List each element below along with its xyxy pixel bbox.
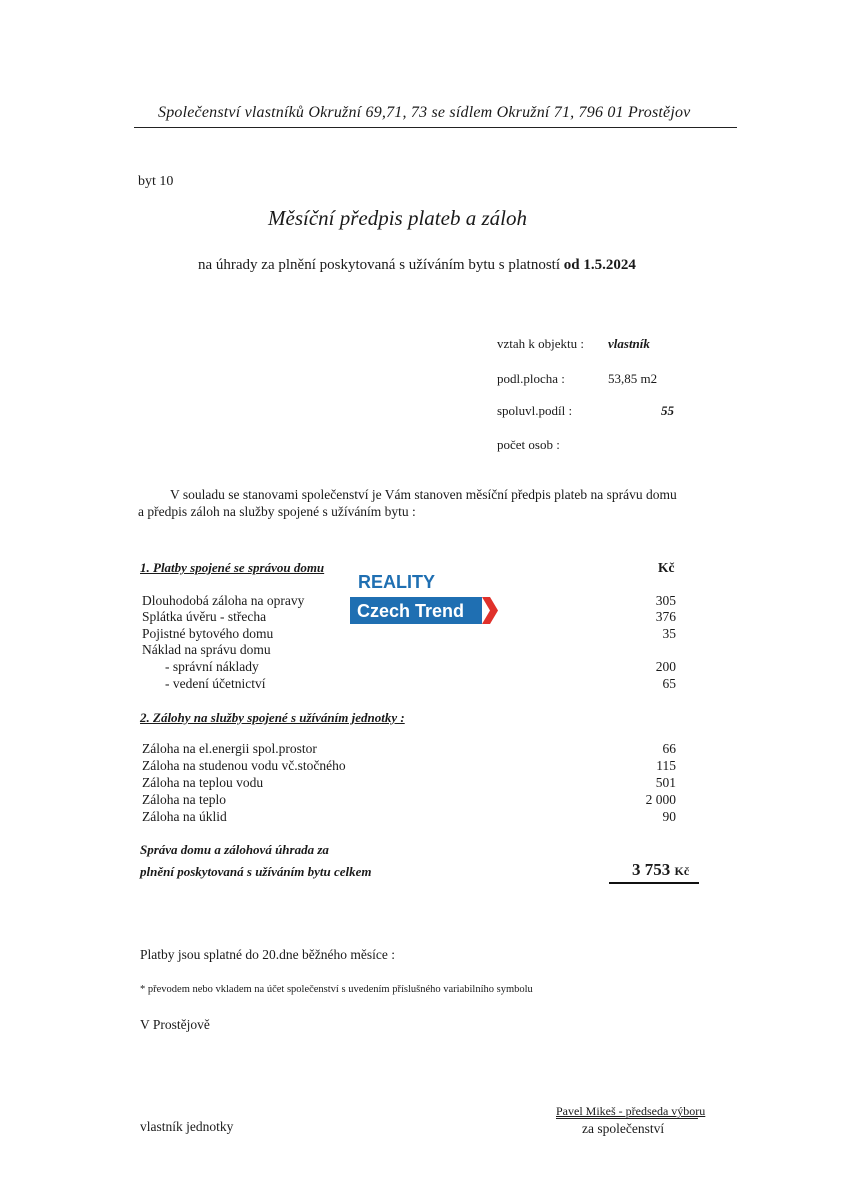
reality-czech-trend-logo bbox=[350, 570, 500, 628]
organization-label: za společenství bbox=[582, 1121, 665, 1136]
area-label: podl.plocha : bbox=[497, 371, 565, 386]
section2-item-amount: 2 000 bbox=[645, 792, 676, 807]
total-label-line-2: plnění poskytovaná s užíváním bytu celkem bbox=[140, 864, 372, 879]
place-text: V Prostějově bbox=[140, 1017, 210, 1032]
subtitle-date: od 1.5.2024 bbox=[563, 257, 636, 273]
section1-item-label: - správní náklady bbox=[165, 659, 259, 674]
signature-line bbox=[556, 1118, 698, 1119]
section1-item-label: Náklad na správu domu bbox=[142, 642, 271, 657]
section2-item-label: Záloha na studenou vodu vč.stočného bbox=[142, 758, 346, 773]
total-amount bbox=[632, 860, 689, 880]
unit-label: byt 10 bbox=[138, 174, 174, 189]
total-underline bbox=[609, 882, 699, 884]
document-title: Měsíční předpis plateb a záloh bbox=[268, 206, 527, 230]
section2-item-label: Záloha na el.energii spol.prostor bbox=[142, 741, 317, 756]
intro-line-2: a předpis záloh na služby spojené s užíváním bytu : bbox=[138, 504, 416, 519]
svg-text:REALITY: REALITY bbox=[358, 572, 436, 592]
total-label-line-1: Správa domu a zálohová úhrada za bbox=[140, 842, 329, 857]
relation-label: vztah k objektu : bbox=[497, 336, 585, 351]
section2-item-amount: 115 bbox=[656, 758, 676, 773]
section2-item-label: Záloha na úklid bbox=[142, 809, 227, 824]
currency-header: Kč bbox=[658, 560, 675, 575]
section2-item-label: Záloha na teplo bbox=[142, 792, 226, 807]
section2-title: 2. Zálohy na služby spojené s užíváním jednotky : bbox=[140, 710, 405, 725]
chair-name: Pavel Mikeš - předseda výboru bbox=[556, 1104, 706, 1118]
header-divider bbox=[134, 127, 737, 128]
area-value: 53,85 m2 bbox=[608, 371, 658, 386]
section1-item-amount: 305 bbox=[655, 593, 676, 608]
section2-item-amount: 90 bbox=[662, 809, 676, 824]
section1-item-label: Dlouhodobá záloha na opravy bbox=[142, 593, 305, 608]
document-subtitle bbox=[198, 257, 636, 274]
payment-due-note: Platby jsou splatné do 20.dne běžného měsíce : bbox=[140, 947, 395, 962]
header-text: Společenství vlastníků Okružní 69,71, 73 se sídlem Okružní 71, 796 01 Prostějov bbox=[158, 104, 691, 121]
intro-paragraph bbox=[138, 486, 718, 520]
total-currency: Kč bbox=[674, 864, 690, 878]
section2-item-label: Záloha na teplou vodu bbox=[142, 775, 264, 790]
section1-item-amount: 35 bbox=[662, 626, 676, 641]
share-value: 55 bbox=[661, 403, 674, 418]
section1-title: 1. Platby spojené se správou domu bbox=[140, 560, 325, 575]
section1-item-amount: 200 bbox=[655, 659, 676, 674]
section1-item-label: - vedení účetnictví bbox=[165, 676, 266, 691]
total-value: 3 753 bbox=[632, 860, 671, 879]
share-label: spoluvl.podíl : bbox=[497, 403, 573, 418]
relation-value: vlastník bbox=[608, 336, 650, 351]
svg-text:Czech Trend: Czech Trend bbox=[357, 601, 465, 621]
transfer-note: * převodem nebo vkladem na účet společenství s uvedením příslušného variabilního symbolu bbox=[140, 984, 533, 995]
section1-item-label: Pojistné bytového domu bbox=[142, 626, 274, 641]
section1-item-amount: 65 bbox=[662, 676, 676, 691]
intro-line-1: V souladu se stanovami společenství je Vám stanoven měsíční předpis plateb na správu domu bbox=[170, 487, 677, 502]
section2-item-amount: 66 bbox=[662, 741, 676, 756]
subtitle-text: na úhrady za plnění poskytovaná s užíváním bytu s platností bbox=[198, 257, 564, 273]
section1-item-label: Splátka úvěru - střecha bbox=[142, 609, 267, 624]
section1-item-amount: 376 bbox=[655, 609, 676, 624]
owner-signature-label: vlastník jednotky bbox=[140, 1119, 234, 1134]
section2-item-amount: 501 bbox=[655, 775, 676, 790]
persons-label: počet osob : bbox=[497, 437, 560, 452]
